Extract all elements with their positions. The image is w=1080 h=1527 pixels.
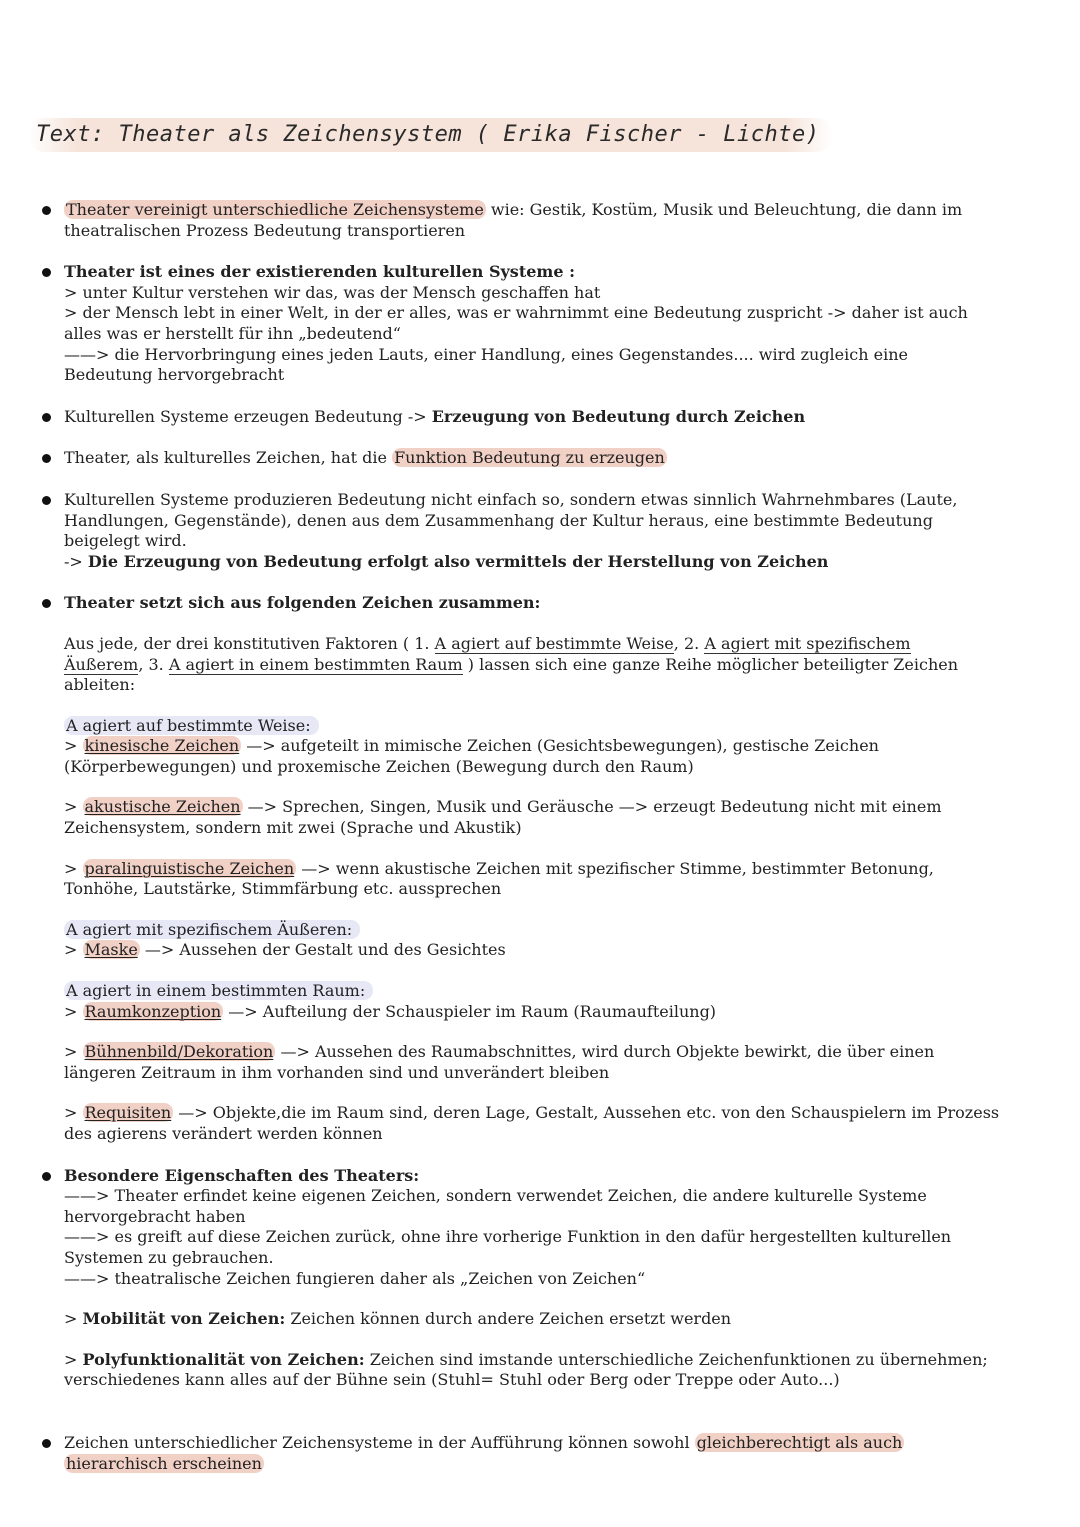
bullet-dot	[42, 599, 51, 608]
section-heading: Besondere Eigenschaften des Theaters:	[64, 1165, 420, 1185]
highlight-text: gleichberechtigt als auch	[696, 1432, 903, 1452]
term-raumkonzeption: Raumkonzeption	[84, 1001, 222, 1021]
term-requisiten: Requisiten	[84, 1103, 172, 1123]
section-heading: Theater ist eines der existierenden kulturellen Systeme :	[64, 262, 575, 282]
term-buehnenbild: Bühnenbild/Dekoration	[84, 1042, 274, 1062]
bullet-dot	[42, 413, 51, 422]
bullet-item-zeichensysteme: Theater vereinigt unterschiedliche Zeichensysteme wie: Gestik, Kostüm, Musik und Beleuchtung, die dann im theatralischen Prozess Bedeutung transportieren	[38, 200, 1028, 241]
bullet-item-funktion: Theater, als kulturelles Zeichen, hat die Funktion Bedeutung zu erzeugen	[38, 448, 1028, 469]
term-maske: Maske	[84, 940, 138, 960]
bullet-dot	[42, 1439, 51, 1448]
bullet-item-produktion: Kulturellen Systeme produzieren Bedeutung nicht einfach so, sondern etwas sinnlich Wahrnehmbares (Laute, Handlungen, Gegenstände), denen aus dem Zusammenhang der Kultur heraus, eine bestimmte Bedeutung beigelegt wird. -> Die Erzeugung von Bedeutung erfolgt also vermittels der Herstellung von Zeichen	[38, 490, 1028, 572]
bullet-item-hierarchie: Zeichen unterschiedlicher Zeichensysteme in der Aufführung können sowohl gleichberechtigt als auch hierarchisch erscheinen	[38, 1433, 1028, 1474]
notes-content	[38, 200, 1028, 1495]
bullet-dot	[42, 1172, 51, 1181]
bullet-item-kulturelle-systeme: Theater ist eines der existierenden kulturellen Systeme : > unter Kultur verstehen wir das, was der Mensch geschaffen hat > der Mensch lebt in einer Welt, in der er alles, was er wahrnimmt eine Bedeutung zuspricht -> daher ist auch alles was er herstellt für ihn „bedeutend“ ——> die Hervorbringung eines jeden Lauts, einer Handlung, eines Gegenstandes.... wird zugleich eine Bedeutung hervorgebracht	[38, 262, 1028, 386]
bullet-dot	[42, 454, 51, 463]
term-kinesische-zeichen: kinesische Zeichen	[84, 736, 240, 756]
bullet-item-eigenschaften: Besondere Eigenschaften des Theaters: ——> Theater erfindet keine eigenen Zeichen, sondern verwendet Zeichen, die andere kulturelle Systeme hervorgebracht haben ——> es greift auf diese Zeichen zurück, ohne ihre vorherige Funktion in den dafür hergestellten kulturellen Systemen zu gebrauchen. ——> theatralische Zeichen fungieren daher als „Zeichen von Zeichen“ > Mobilität von Zeichen: Zeichen können durch andere Zeichen ersetzt werden > Polyfunktionalität von Zeichen: Zeichen sind imstande unterschiedliche Zeichenfunktionen zu übernehmen; verschiedenes kann alles auf der Bühne sein (Stuhl= Stuhl oder Berg oder Treppe oder Auto...)	[38, 1166, 1028, 1391]
bullet-dot	[42, 268, 51, 277]
highlight-text: Funktion Bedeutung zu erzeugen	[394, 448, 665, 468]
term-paralinguistische-zeichen: paralinguistische Zeichen	[84, 858, 295, 878]
highlight-text: hierarchisch erscheinen	[66, 1453, 262, 1473]
subsection-heading: A agiert in einem bestimmten Raum:	[64, 981, 373, 1000]
term-akustische-zeichen: akustische Zeichen	[84, 797, 241, 817]
bullet-dot	[42, 496, 51, 505]
bullet-dot	[42, 206, 51, 215]
page-title: Text: Theater als Zeichensystem ( Erika Fischer - Lichte)	[28, 118, 833, 152]
subsection-heading: A agiert mit spezifischem Äußeren:	[64, 920, 360, 939]
subsection-heading: A agiert auf bestimmte Weise:	[64, 716, 319, 735]
highlight-text: Theater vereinigt unterschiedliche Zeichensysteme	[66, 200, 484, 219]
bullet-item-zeichen: Theater setzt sich aus folgenden Zeichen zusammen: Aus jede, der drei konstitutiven Faktoren ( 1. A agiert auf bestimmte Weise, 2. A agiert mit spezifischem Äußerem, 3. A agiert in einem bestimmten Raum ) lassen sich eine ganze Reihe möglicher beteiligter Zeichen ableiten: A agiert auf bestimmte Weise: > kinesische Zeichen —> aufgeteilt in mimische Zeichen (Gesichtsbewegungen), gestische Zeichen (Körperbewegungen) und proxemische Zeichen (Bewegung durch den Raum) > akustische Zeichen —> Sprechen, Singen, Musik und Geräusche —> erzeugt Bedeutung nicht mit einem Zeichensystem, sondern mit zwei (Sprache und Akustik) > paralinguistische Zeichen —> wenn akustische Zeichen mit spezifischer Stimme, bestimmter Betonung, Tonhöhe, Lautstärke, Stimmfärbung etc. aussprechen A agiert mit spezifischem Äußeren: > Maske —> Aussehen der Gestalt und des Gesichtes A agiert in einem bestimmten Raum: > Raumkonzeption —> Aufteilung der Schauspieler im Raum (Raumaufteilung) > Bühnenbild/Dekoration —> Aussehen des Raumabschnittes, wird durch Objekte bewirkt, die über einen längeren Zeitraum in ihm vorhanden sind und unverändert bleiben > Requisiten —> Objekte,die im Raum sind, deren Lage, Gestalt, Aussehen etc. von den Schauspielern im Prozess des agierens verändert werden können	[38, 593, 1028, 1144]
bullet-item-erzeugung: Kulturellen Systeme erzeugen Bedeutung -> Erzeugung von Bedeutung durch Zeichen	[38, 407, 1028, 428]
section-heading: Theater setzt sich aus folgenden Zeichen zusammen:	[64, 593, 541, 613]
